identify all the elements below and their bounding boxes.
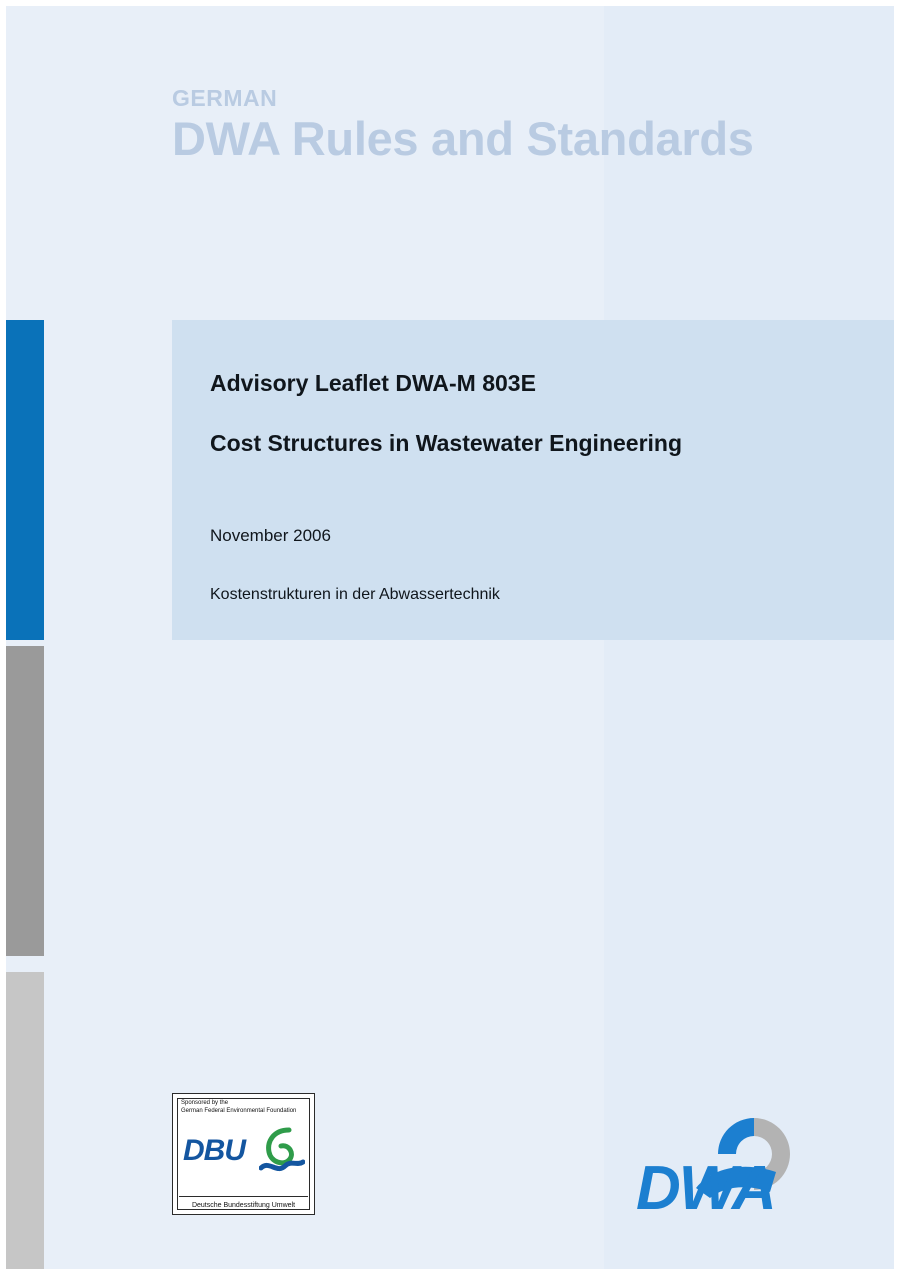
dbu-sponsor-text xyxy=(181,1100,296,1115)
header-country-label: GERMAN xyxy=(172,85,278,111)
dbu-logo xyxy=(172,1093,315,1215)
page-title-leaflet-id: Advisory Leaflet DWA-M 803E xyxy=(210,370,536,396)
german-title: Kostenstrukturen in der Abwassertechnik xyxy=(210,586,500,603)
dwa-wordmark: DWA xyxy=(636,1154,775,1223)
dbu-caption: Deutsche Bundesstiftung Umwelt xyxy=(191,1202,296,1209)
dbu-leaf-icon xyxy=(259,1126,305,1176)
page-title: Cost Structures in Wastewater Engineering xyxy=(210,430,683,456)
accent-bar-blue xyxy=(6,320,44,640)
dwa-logo xyxy=(636,1096,856,1226)
dbu-wordmark: DBU xyxy=(183,1134,245,1167)
publication-header xyxy=(172,86,872,166)
dbu-divider xyxy=(179,1196,308,1197)
dbu-sponsor-line2: German Federal Environmental Foundation xyxy=(181,1107,297,1114)
header-series-title: DWA Rules and Standards xyxy=(172,112,754,166)
publication-date: November 2006 xyxy=(210,526,331,545)
accent-bar-gray xyxy=(6,646,44,956)
dbu-sponsor-line1: Sponsored by the xyxy=(181,1100,229,1106)
title-panel xyxy=(172,320,894,640)
cover-background xyxy=(6,6,894,1269)
accent-bar-light-gray xyxy=(6,972,44,1269)
